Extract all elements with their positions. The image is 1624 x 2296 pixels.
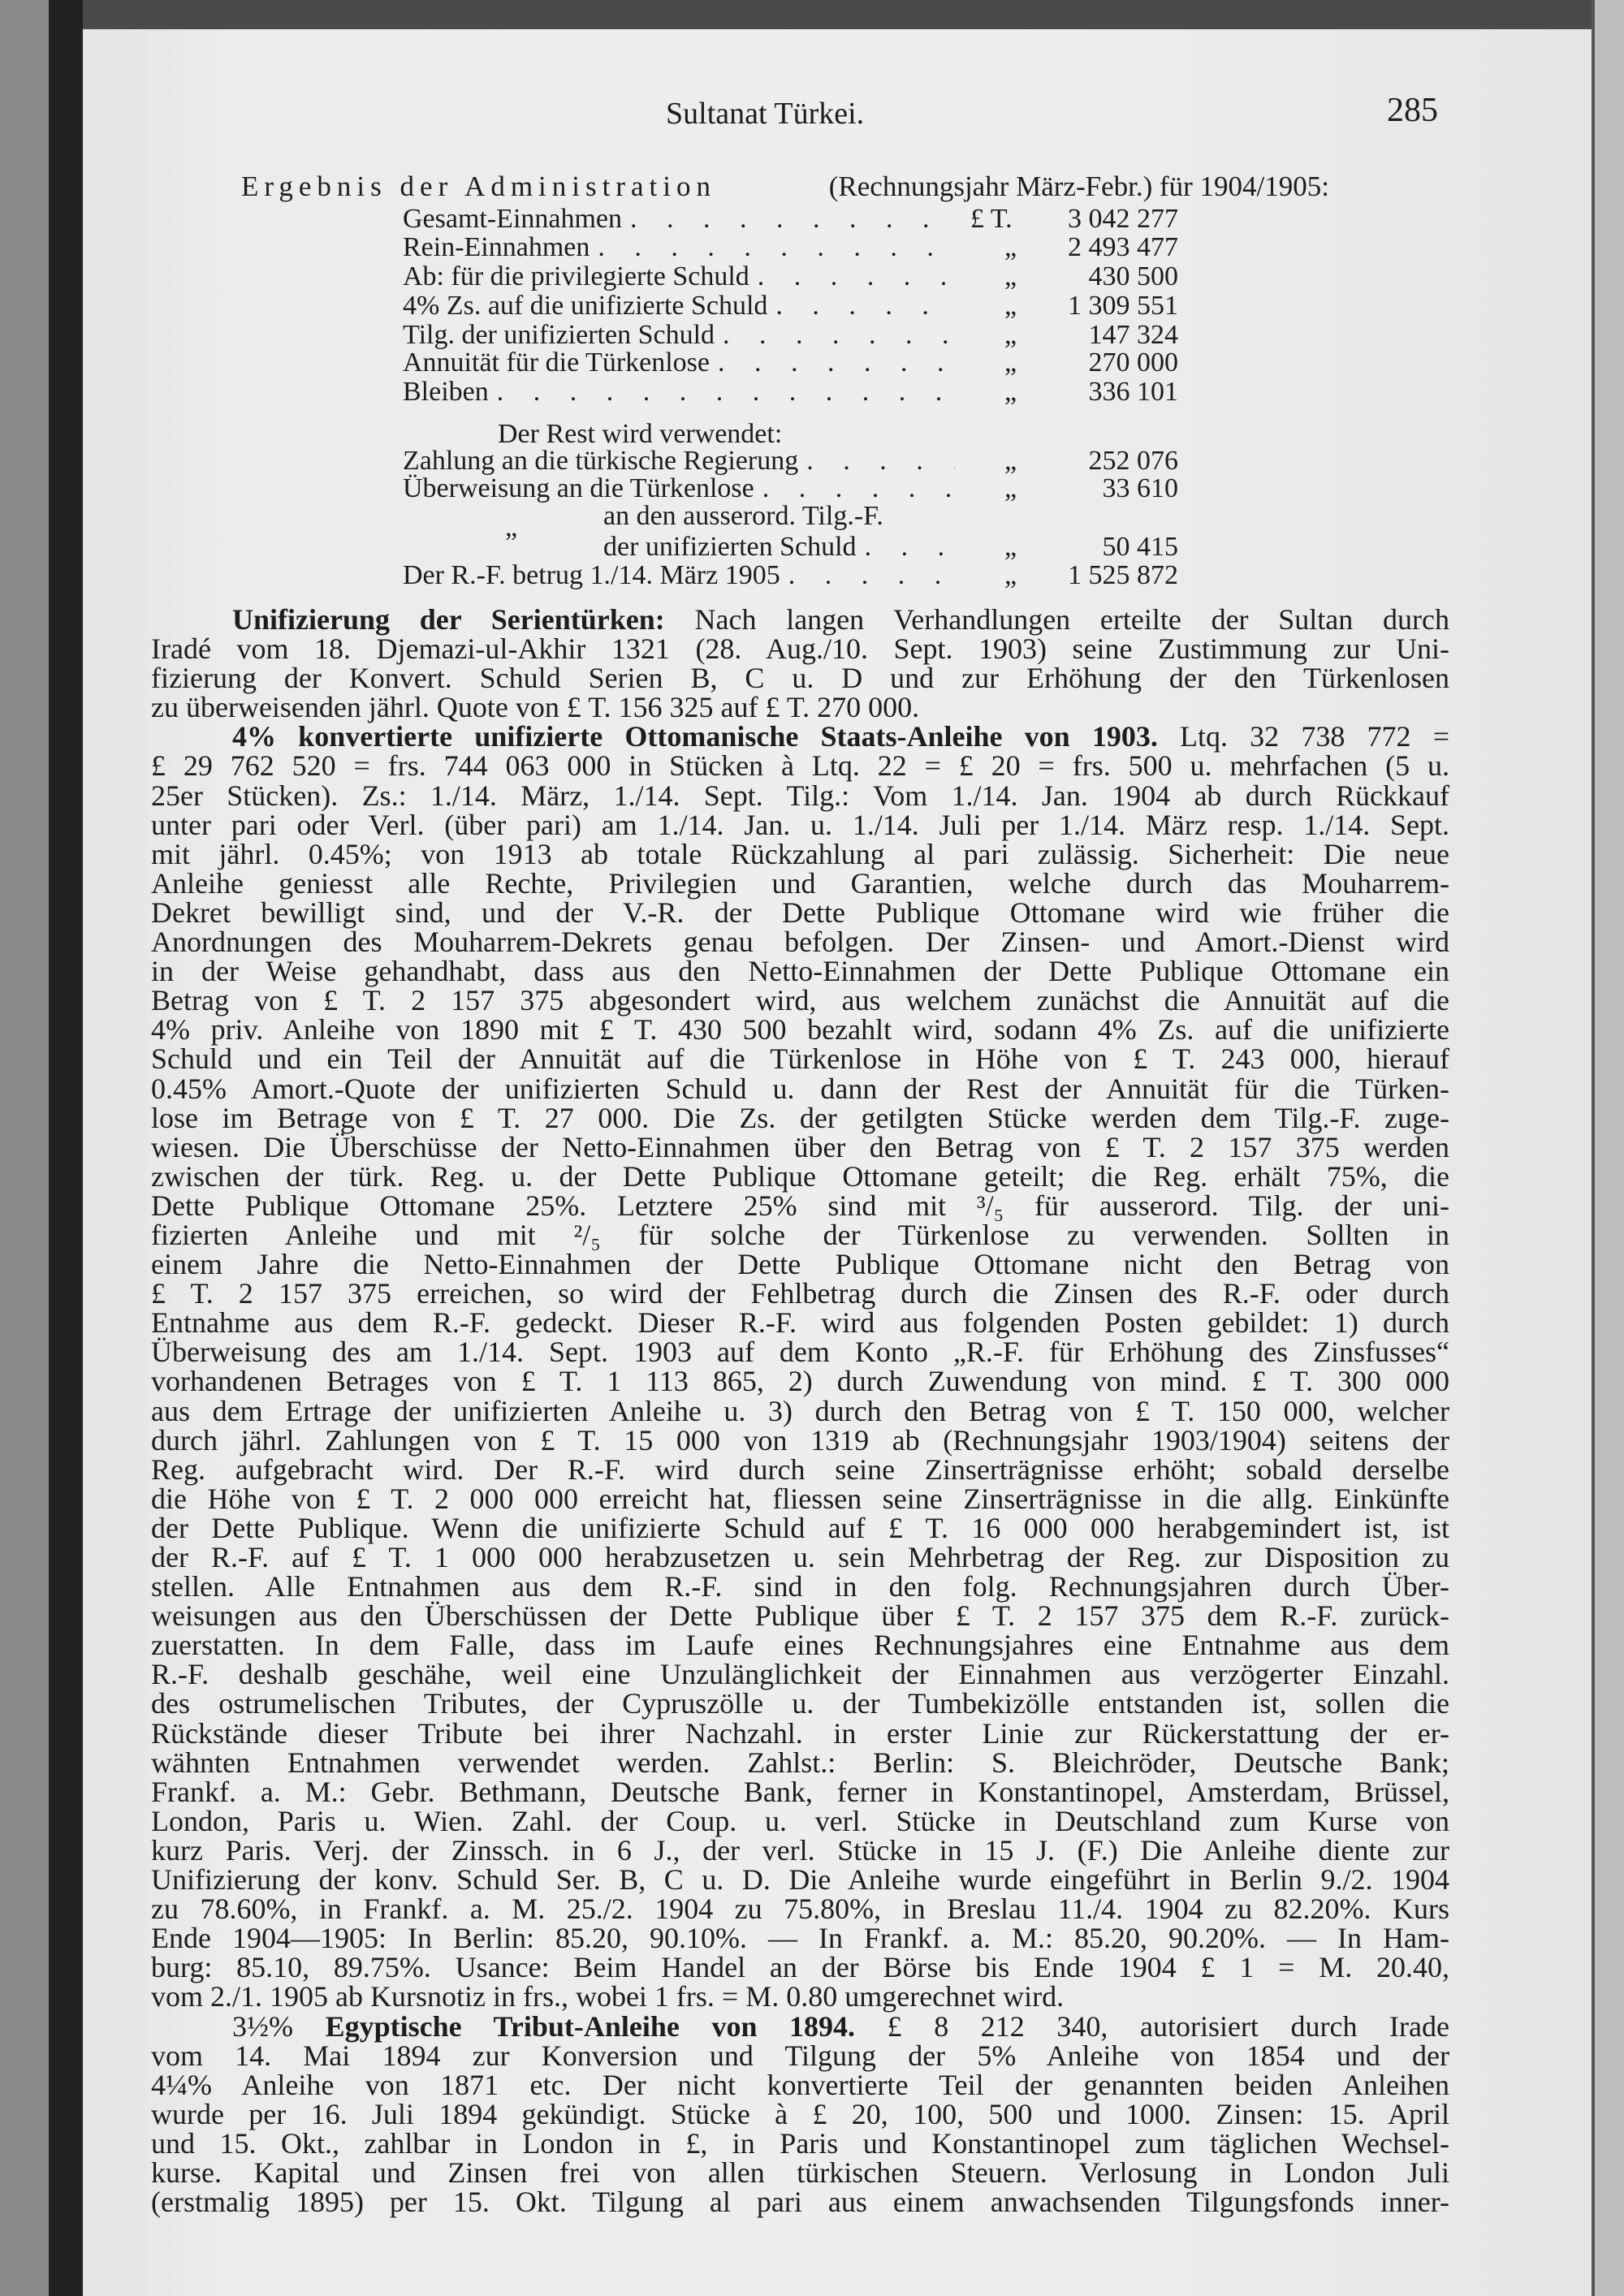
text-line [151,839,1449,869]
text-line [151,1863,1449,1897]
row-currency: £ T. [970,204,1013,234]
text-line [151,605,1449,634]
table-heading [241,170,1329,203]
row-label: Bleiben [403,377,489,407]
row-label: Rein-Einnahmen [403,232,590,262]
line-text: Ltq. 32 738 772 = [1157,720,1449,753]
row-label-wrap [403,561,955,590]
line-text: unter pari oder Verl. (über pari) am 1./14. Jan. u. 1./14. Juli per 1./14. März resp. 1./14. Sept. [151,808,1449,841]
line-text: wiesen. Die Überschüsse der Netto-Einnahmen über den Betrag von £ T. 2 157 375 werden [151,1130,1449,1163]
row-value: 1 309 551 [1068,291,1178,321]
line-text: und 15. Okt., zahlbar in London in £, in Paris und Konstantinopel zum täglichen Wechsel- [151,2126,1449,2160]
text-line [151,2041,1449,2070]
row-currency: „ [1004,232,1017,262]
text-line [151,1953,1449,1982]
line-text: fizierung der Konvert. Schuld Serien B, C u. D und zur Erhöhung der den Türkenlosen [151,662,1449,695]
text-line [151,1159,1449,1193]
line-text: vom 14. Mai 1894 zur Konversion und Tilgung der 5% Anleihe von 1854 und der [151,2039,1449,2072]
text-line [151,1074,1449,1103]
text-line [151,1366,1449,1396]
row-value: 1 525 872 [1068,560,1178,590]
text-line [151,986,1449,1015]
text-line [151,1306,1449,1340]
line-text: der Dette Publique. Wenn die unifizierte Schuld auf £ T. 16 000 000 herabgemindert ist, ist [151,1511,1449,1544]
line-text: Ende 1904—1905: In Berlin: 85.20, 90.10%. — In Frankf. a. M.: 85.20, 90.20%. — In Ham- [151,1922,1449,1955]
bold-heading: 4% konvertierte unifizierte Ottomanische Staats-Anleihe von 1903. [232,720,1158,753]
text-line [151,1336,1449,1369]
text-line [151,1833,1449,1867]
text-line [151,663,1449,693]
text-line [151,781,1449,810]
text-line [151,1279,1449,1308]
row-label: an den ausserord. Tilg.-F. [603,501,883,531]
line-text: in der Weise gehandhabt, dass aus den Netto-Einnahmen der Dette Publique Ottomane ein [151,955,1449,988]
row-currency: „ [1004,473,1017,503]
line-text: fizierten Anleihe und mit ²/₅ für solche der Türkenlose zu verwenden. Sollten in [151,1218,1449,1251]
row-label: Zahlung an die türkische Regierung [403,446,799,476]
row-label: Tilg. der unifizierten Schuld [403,320,715,350]
text-line [151,2158,1449,2187]
line-text: 4% priv. Anleihe von 1890 mit £ T. 430 500 bezahlt wird, sodann 4% Zs. auf die unifizierte [151,1013,1449,1047]
line-text: Reg. aufgebracht wird. Der R.-F. wird durch seine Zinserträgnisse erhöht; sobald derselbe [151,1452,1449,1486]
row-label-wrap [403,321,955,350]
line-text: (erstmalig 1895) per 15. Okt. Tilgung al pari aus einem anwachsenden Tilgungsfonds inner- [151,2186,1449,2219]
page-number: 285 [1387,92,1438,129]
row-currency: „ [1004,446,1017,476]
row-value: 336 101 [1088,377,1178,407]
scan-border-right [1592,0,1624,2296]
line-text: 25er Stücken). Zs.: 1./14. März, 1./14. Sept. Tilg.: Vom 1./14. Jan. 1904 ab durch Rückkauf [151,779,1449,812]
row-label-wrap [403,233,955,262]
line-text: zu überweisenden jährl. Quote von £ T. 156 325 auf £ T. 270 000. [151,691,920,724]
text-line [151,722,1449,751]
dot-leader [489,378,955,407]
text-line [151,956,1449,986]
text-line [151,1484,1449,1513]
line-text: mit jährl. 0.45%; von 1913 ab totale Rückzahlung al pari zulässig. Sicherheit: Die neue [151,837,1449,870]
dot-leader [754,474,955,503]
line-text: £ 8 212 340, autorisiert durch Irade [855,2009,1449,2043]
row-currency: „ [1004,532,1017,562]
row-value: 3 042 277 [1068,204,1178,234]
line-text: Schuld und ein Teil der Annuität auf die Türkenlose in Höhe von £ T. 243 000, hierauf [151,1042,1449,1076]
row-label-wrap [403,205,955,234]
text-line [151,1130,1449,1163]
line-text: die Höhe von £ T. 2 000 000 erreicht hat, fliessen seine Zinserträgnisse in die allg. Einkünfte [151,1482,1449,1515]
dot-leader [767,291,955,321]
dot-leader [715,321,955,350]
line-text: 4¼% Anleihe von 1871 etc. Der nicht konvertierte Teil der genannten beiden Anleihen [151,2068,1449,2101]
running-title: Sultanat Türkei. [666,97,865,131]
row-value: 147 324 [1088,320,1178,350]
text-line [151,1013,1449,1047]
text-line [151,2126,1449,2160]
line-text: £ T. 2 157 375 erreichen, so wird der Fehlbetrag durch die Zinsen des R.-F. oder durch [151,1277,1449,1310]
line-text: Frankf. a. M.: Gebr. Bethmann, Deutsche Bank, ferner in Konstantinopel, Amsterdam, Brüssel, [151,1775,1449,1808]
row-label-wrap [403,378,955,407]
text-line [151,632,1449,666]
book-binding-shadow [49,0,83,2296]
line-text: London, Paris u. Wien. Zahl. der Coup. u. verl. Stücke in Deutschland zum Kurse von [151,1804,1449,1837]
line-text: Dette Publique Ottomane 25%. Letztere 25% sind mit ³/₅ für ausserord. Tilg. der uni- [151,1189,1449,1222]
text-line [151,1103,1449,1133]
line-text: Unifizierung der konv. Schuld Ser. B, C u. D. Die Anleihe wurde eingeführt in Berlin 9./2. 1904 [151,1863,1449,1897]
scan-border-top [0,0,1624,29]
ditto-mark: „ [505,512,518,542]
dot-leader [857,533,955,562]
line-text: Iradé vom 18. Djemazi-ul-Akhir 1321 (28. Aug./10. Sept. 1903) seine Zustimmung zur Uni- [151,632,1449,666]
line-text: vorhandenen Betrages von £ T. 1 113 865, 2) durch Zuwendung von mind. £ T. 300 000 [151,1365,1449,1398]
text-line [151,1716,1449,1750]
row-label-wrap [403,348,955,378]
line-text: durch jährl. Zahlungen von £ T. 15 000 von 1319 ab (Rechnungsjahr 1903/1904) seitens der [151,1423,1449,1457]
row-value: 252 076 [1088,446,1178,476]
row-currency: „ [1004,261,1017,291]
row-currency: „ [1004,347,1017,378]
row-label-wrap [403,447,955,476]
text-line [151,1042,1449,1076]
row-label: der unifizierten Schuld [603,532,857,562]
line-text: zwischen der türk. Reg. u. der Dette Publique Ottomane geteilt; die Reg. erhält 75%, die [151,1159,1449,1193]
dot-leader [622,205,955,234]
line-text: wurde per 16. Juli 1894 gekündigt. Stücke à £ 20, 100, 500 und 1000. Zinsen: 15. April [151,2097,1449,2130]
text-line [151,1777,1449,1806]
line-text: R.-F. deshalb geschähe, weil eine Unzulänglichkeit der Einnahmen aus verzögerter Einzahl. [151,1658,1449,1691]
bold-heading: Unifizierung der Serientürken: [232,603,665,636]
line-text: Nach langen Verhandlungen erteilte der Sultan durch [664,603,1449,636]
text-line [151,2009,1449,2043]
row-value: 270 000 [1088,347,1178,378]
text-line [151,1452,1449,1486]
line-text: kurse. Kapital und Zinsen frei von allen türkischen Steuern. Verlosung in London Juli [151,2156,1449,2189]
line-text: Überweisung des am 1./14. Sept. 1903 auf dem Konto „R.-F. für Erhöhung des Zinsfusses“ [151,1336,1449,1369]
row-currency: „ [1004,320,1017,350]
table-heading-rest: (Rechnungsjahr März-Febr.) für 1904/1905: [828,170,1329,202]
text-line [151,1892,1449,1926]
text-line [151,1543,1449,1572]
text-line [151,898,1449,927]
line-text: Rückstände dieser Tribute bei ihrer Nachzahl. in erster Linie zur Rückerstattung der er- [151,1716,1449,1750]
line-text: burg: 85.10, 89.75%. Usance: Beim Handel an der Börse bis Ende 1904 £ 1 = M. 20.40, [151,1951,1449,1984]
row-label: Ab: für die privilegierte Schuld [403,261,749,291]
text-line [151,1599,1449,1633]
dot-leader [798,447,955,476]
row-label: Gesamt-Einnahmen [403,204,623,234]
text-line [151,1806,1449,1836]
line-text: Anleihe geniesst alle Rechte, Privilegien und Garantien, welche durch das Mouharrem- [151,866,1449,900]
text-line [151,1513,1449,1543]
text-line [151,1220,1449,1249]
row-label-wrap [403,291,955,321]
text-line [151,2186,1449,2219]
row-currency: „ [1004,377,1017,407]
dot-leader [780,561,955,590]
line-text: lose im Betrage von £ T. 27 000. Die Zs. der getilgten Stücke werden dem Tilg.-F. zuge- [151,1101,1449,1134]
row-currency: „ [1004,291,1017,321]
text-line [151,1748,1449,1777]
row-currency: „ [1004,560,1017,590]
dot-leader [710,348,955,378]
scan-border-left [0,0,49,2296]
text-line [151,693,1449,722]
row-label-wrap [403,474,955,503]
text-line [151,749,1449,783]
text-line [151,1572,1449,1601]
row-value: 33 610 [1102,473,1178,503]
line-text: des ostrumelischen Tributes, der Cypruszölle u. der Tumbekizölle entstanden ist, sollen die [151,1687,1449,1720]
rest-heading: Der Rest wird verwendet: [498,419,783,449]
row-value: 2 493 477 [1068,232,1178,262]
text-line [151,810,1449,839]
text-line [151,1982,1449,2011]
body-text [151,603,1449,2219]
row-value: 50 415 [1102,532,1178,562]
row-label-wrap [603,533,955,562]
text-line [151,2070,1449,2100]
line-text: Entnahme aus dem R.-F. gedeckt. Dieser R.-F. wird aus folgenden Posten gebildet: 1) durch [151,1306,1449,1340]
text-line [151,1191,1449,1220]
row-label: Überweisung an die Türkenlose [403,473,754,503]
text-line [151,926,1449,959]
line-text: zuerstatten. In dem Falle, dass im Laufe eines Rechnungsjahres eine Entnahme aus dem [151,1629,1449,1662]
line-text: vom 2./1. 1905 ab Kursnotiz in frs., wobei 1 frs. = M. 0.80 umgerechnet wird. [151,1980,1065,2013]
line-text: stellen. Alle Entnahmen aus dem R.-F. sind in den folg. Rechnungsjahren durch Über- [151,1570,1449,1603]
line-text: Anordnungen des Mouharrem-Dekrets genau befolgen. Der Zinsen- und Amort.-Dienst wird [151,926,1449,959]
text-line [151,2097,1449,2130]
line-text: 0.45% Amort.-Quote der unifizierten Schuld u. dann der Rest der Annuität für die Türken- [151,1072,1449,1105]
text-line [151,1689,1449,1718]
bold-heading: Egyptische Tribut-Anleihe von 1894. [325,2009,856,2043]
line-text: £ 29 762 520 = frs. 744 063 000 in Stücken à Ltq. 22 = £ 20 = frs. 500 u. mehrfachen (5 u. [151,749,1449,783]
text-line [151,1396,1449,1426]
table-heading-spaced: Ergebnis der Administration [241,170,716,202]
row-label: Der R.-F. betrug 1./14. März 1905 [403,560,780,590]
row-label: Annuität für die Türkenlose [403,347,710,378]
line-text: Dekret bewilligt sind, und der V.-R. der Dette Publique Ottomane wird wie früher die [151,896,1449,929]
row-label: 4% Zs. auf die unifizierte Schuld [403,291,768,321]
dot-leader [590,233,955,262]
line-text: kurz Paris. Verj. der Zinssch. in 6 J., der verl. Stücke in 15 J. (F.) Die Anleihe diente zur [151,1833,1449,1867]
line-text: Betrag von £ T. 2 157 375 abgesondert wird, aus welchem zunächst die Annuität auf die [151,984,1449,1017]
line-text: wähnten Entnahmen verwendet werden. Zahlst.: Berlin: S. Bleichröder, Deutsche Bank; [151,1746,1449,1779]
text-line [151,866,1449,900]
line-text: zu 78.60%, in Frankf. a. M. 25./2. 1904 zu 75.80%, in Breslau 11./4. 1904 zu 82.20%. Kurs [151,1892,1449,1926]
line-text: einem Jahre die Netto-Einnahmen der Dette Publique Ottomane nicht den Betrag von [151,1248,1449,1281]
text-line [151,1249,1449,1279]
row-label-wrap [403,262,955,291]
line-text: der R.-F. auf £ T. 1 000 000 herabzusetzen u. sein Mehrbetrag der Reg. zur Disposition zu [151,1541,1449,1573]
line-text: weisungen aus den Überschüssen der Dette Publique über £ T. 2 157 375 dem R.-F. zurück- [151,1599,1449,1633]
text-line [151,1629,1449,1662]
text-line [151,1423,1449,1457]
row-value: 430 500 [1088,261,1178,291]
text-line [151,1659,1449,1689]
dot-leader [749,262,955,291]
text-line [151,1923,1449,1953]
line-prefix: 3½% [232,2009,326,2043]
line-text: aus dem Ertrage der unifizierten Anleihe u. 3) durch den Betrag von £ T. 150 000, welcher [151,1394,1449,1427]
